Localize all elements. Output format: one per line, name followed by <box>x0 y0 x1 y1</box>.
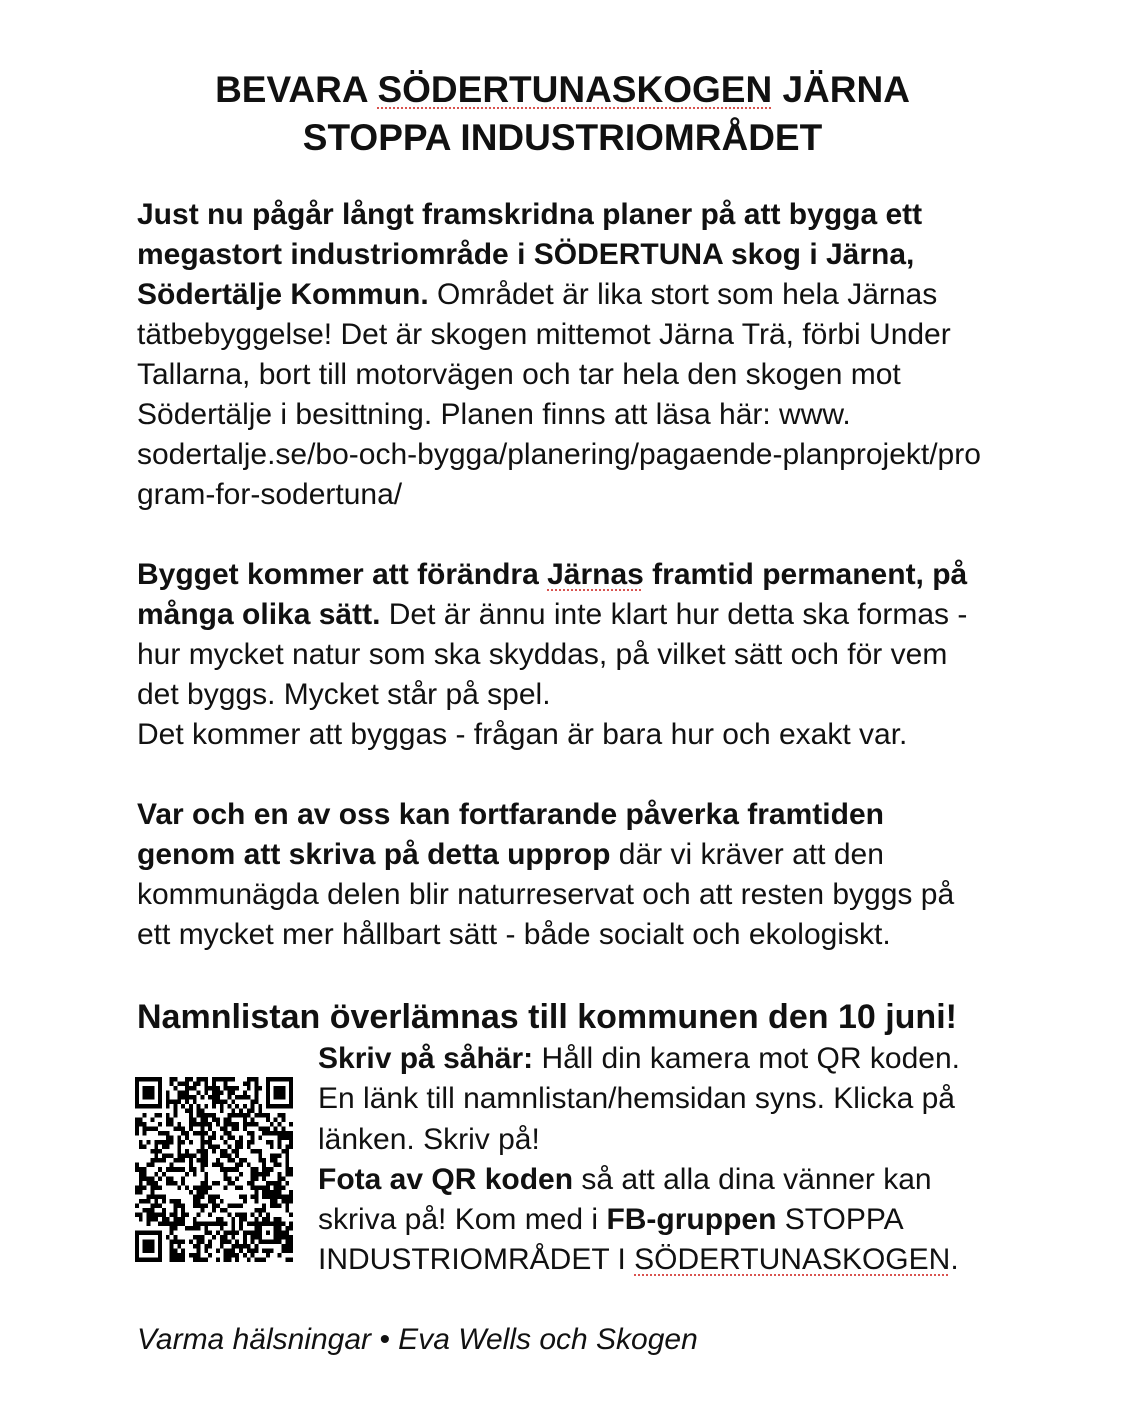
title-line-2-text: STOPPA INDUSTRIOMRÅDET <box>302 117 823 158</box>
appeal-line-4-text: ett mycket mer hållbart sätt - både socialt och ekologiskt. <box>137 918 891 951</box>
instructions-line-6-start: INDUSTRIOMRÅDET I <box>318 1243 635 1277</box>
impact-line-4-text: det byggs. Mycket står på spel. <box>137 678 551 711</box>
intro-line-5-text: Tallarna, bort till motorvägen och tar hela den skogen mot <box>137 358 901 391</box>
impact-line-2 <box>137 595 967 635</box>
instructions-line-4-bold: Fota av QR koden <box>318 1162 574 1196</box>
qr-finder-bottom-left-center <box>143 1239 155 1253</box>
instructions-line-2 <box>318 1079 960 1119</box>
appeal-line-2 <box>137 835 954 875</box>
title-forest-name: SÖDERTUNASKOGEN <box>377 69 773 110</box>
plan-url-part-1: sodertalje.se/bo-och-bygga/planering/pagaende-planprojekt/pro <box>137 438 981 471</box>
plan-url-line-2 <box>137 475 981 515</box>
flyer-title <box>0 66 1125 162</box>
qr-alignment-center <box>266 1230 270 1235</box>
plan-url-line-1 <box>137 435 981 475</box>
fb-group-label: FB-gruppen <box>606 1203 777 1237</box>
impact-line-4 <box>137 675 967 715</box>
title-line-1-end: JÄRNA <box>772 69 910 110</box>
impact-line-2-bold: många olika sätt. <box>137 598 381 631</box>
impact-line-1-end: framtid permanent, på <box>643 558 968 591</box>
appeal-line-4 <box>137 915 954 955</box>
intro-line-6-text: Södertälje i besittning. Planen finns att läsa här: www. <box>137 398 851 431</box>
impact-line-2-text: Det är ännu inte klart hur detta ska formas - <box>380 598 968 631</box>
instructions-line-5 <box>318 1200 960 1240</box>
appeal-line-1 <box>137 795 954 835</box>
instructions-line-1-text: Håll din kamera mot QR koden. <box>533 1042 960 1075</box>
instructions-line-3 <box>318 1120 960 1160</box>
signoff: Varma hälsningar • Eva Wells och Skogen <box>137 1323 698 1356</box>
impact-line-3 <box>137 635 967 675</box>
instructions-line-1 <box>318 1039 960 1079</box>
intro-line-3-text: Området är lika stort som hela Järnas <box>428 278 938 311</box>
title-line-1 <box>0 66 1125 114</box>
instructions-line-4 <box>318 1160 960 1200</box>
appeal-line-3-text: kommunägda delen blir naturreservat och att resten byggs på <box>137 878 955 911</box>
intro-paragraph <box>137 195 981 515</box>
impact-line-3-text: hur mycket natur som ska skyddas, på vilket sätt och för vem <box>137 638 948 671</box>
intro-line-3 <box>137 275 981 315</box>
intro-line-2-text: megastort industriområde i SÖDERTUNA skog i Järna, <box>137 238 915 271</box>
impact-line-5-text: Det kommer att byggas - frågan är bara hur och exakt var. <box>137 718 908 751</box>
instructions-line-6-end: . <box>950 1243 959 1277</box>
qr-alignment-pattern <box>258 1221 277 1244</box>
appeal-paragraph <box>137 795 954 955</box>
intro-line-4-text: tätbebyggelse! Det är skogen mittemot Järna Trä, förbi Under <box>137 318 951 351</box>
qr-finder-bottom-left <box>135 1230 162 1262</box>
impact-paragraph <box>137 555 967 755</box>
intro-line-1 <box>137 195 981 235</box>
qr-finder-top-left-center <box>143 1086 155 1100</box>
intro-line-6 <box>137 395 981 435</box>
instructions-line-5-end: STOPPA <box>776 1203 904 1237</box>
instructions-line-6 <box>318 1240 960 1280</box>
instructions-line-4-text: så att alla dina vänner kan <box>573 1162 932 1196</box>
instructions-line-1-bold: Skriv på såhär: <box>318 1042 534 1075</box>
deadline-heading: Namnlistan överlämnas till kommunen den 10 juni! <box>137 998 957 1036</box>
fb-group-forest-name: SÖDERTUNASKOGEN <box>634 1243 951 1277</box>
appeal-line-2-text: där vi kräver att den <box>610 838 884 871</box>
qr-code <box>135 1077 293 1262</box>
impact-place-name: Järnas <box>547 558 644 591</box>
title-line-2 <box>0 114 1125 162</box>
intro-line-5 <box>137 355 981 395</box>
title-line-1-start: BEVARA <box>215 69 378 110</box>
impact-line-1 <box>137 555 967 595</box>
intro-line-4 <box>137 315 981 355</box>
intro-line-3-bold: Södertälje Kommun. <box>137 278 429 311</box>
qr-finder-top-left <box>135 1077 162 1109</box>
intro-line-2 <box>137 235 981 275</box>
impact-line-5 <box>137 715 967 755</box>
appeal-line-3 <box>137 875 954 915</box>
qr-finder-top-right <box>266 1077 293 1109</box>
appeal-line-2-bold: genom att skriva på detta upprop <box>137 838 611 871</box>
instructions-line-5-start: skriva på! Kom med i <box>318 1203 607 1237</box>
impact-line-1-start: Bygget kommer att förändra <box>137 558 548 591</box>
plan-url-part-2: gram-for-sodertuna/ <box>137 478 403 511</box>
instructions-line-3-text: länken. Skriv på! <box>318 1122 540 1156</box>
signing-instructions <box>318 1039 960 1281</box>
intro-line-1-text: Just nu pågår långt framskridna planer på att bygga ett <box>137 198 923 231</box>
instructions-line-2-text: En länk till namnlistan/hemsidan syns. Klicka på <box>318 1082 955 1116</box>
qr-finder-top-right-center <box>274 1086 286 1100</box>
appeal-line-1-text: Var och en av oss kan fortfarande påverka framtiden <box>137 798 884 831</box>
